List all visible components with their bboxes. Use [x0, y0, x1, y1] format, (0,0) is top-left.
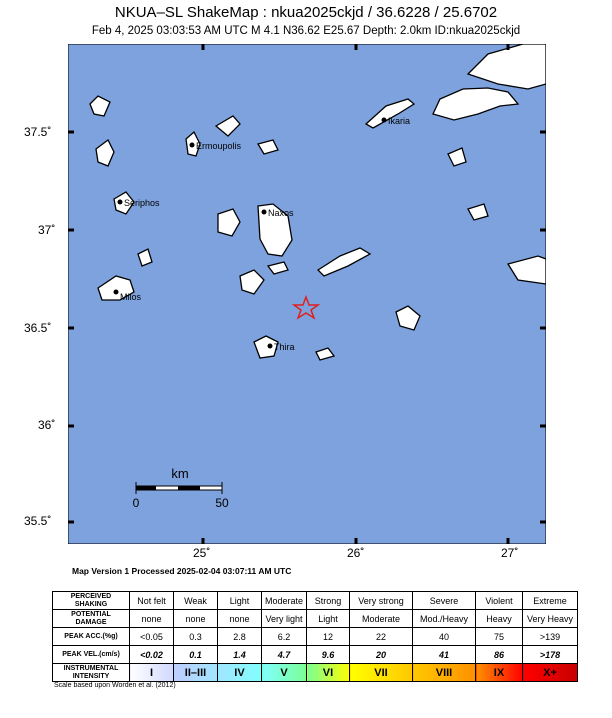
legend-cell: Heavy [476, 610, 523, 628]
legend-cell: 6.2 [262, 628, 307, 646]
legend-cell: Very strong [350, 592, 413, 610]
scale-credit: Scale based upon Worden et al. (2012) [54, 682, 176, 689]
legend-row-header: INSTRUMENTAL INTENSITY [53, 664, 130, 682]
legend-cell: <0.05 [130, 628, 174, 646]
legend-cell: 12 [307, 628, 350, 646]
intensity-cell: X+ [523, 664, 578, 682]
legend-cell: none [130, 610, 174, 628]
legend-cell: Very Heavy [523, 610, 578, 628]
scale-end: 50 [215, 496, 229, 510]
legend-cell: none [174, 610, 218, 628]
legend-cell: Light [218, 592, 262, 610]
intensity-cell: VIII [413, 664, 476, 682]
legend-cell: Weak [174, 592, 218, 610]
legend-row-intensity [53, 664, 578, 682]
legend-cell: 22 [350, 628, 413, 646]
legend-cell: 2.8 [218, 628, 262, 646]
milos-dot [114, 290, 119, 295]
legend-cell: Moderate [262, 592, 307, 610]
legend-row-header: PERCEIVED SHAKING [53, 592, 130, 610]
legend-cell: 86 [476, 646, 523, 664]
legend-cell: 41 [413, 646, 476, 664]
legend-cell: 75 [476, 628, 523, 646]
legend-cell: Not felt [130, 592, 174, 610]
lon-label: 27˚ [501, 546, 519, 560]
place-ermoupolis: Ermoupolis [196, 141, 242, 151]
legend-cell: Extreme [523, 592, 578, 610]
legend-cell: 0.3 [174, 628, 218, 646]
intensity-cell: VII [350, 664, 413, 682]
intensity-cell: II–III [174, 664, 218, 682]
legend-cell: Violent [476, 592, 523, 610]
legend-cell: Light [307, 610, 350, 628]
legend-row-damage [53, 610, 578, 628]
intensity-cell: V [262, 664, 307, 682]
naxos-dot [262, 210, 267, 215]
shakemap[interactable] [68, 44, 546, 544]
map-title: NKUA–SL ShakeMap : nkua2025ckjd / 36.6228 / 25.6702 [114, 4, 498, 21]
legend-row-header: POTENTIAL DAMAGE [53, 610, 130, 628]
legend-cell: Mod./Heavy [413, 610, 476, 628]
legend-cell: Very light [262, 610, 307, 628]
legend-cell: <0.02 [130, 646, 174, 664]
scale-start: 0 [132, 496, 140, 510]
place-milos: Milos [120, 292, 142, 302]
legend-row-header: PEAK ACC.(%g) [53, 628, 130, 646]
place-naxos: Naxos [268, 208, 294, 218]
map-version: Map Version 1 Processed 2025-02-04 03:07:11 AM UTC [72, 566, 292, 576]
intensity-cell: IX [476, 664, 523, 682]
legend-cell: 40 [413, 628, 476, 646]
lat-label: 35.5˚ [24, 514, 52, 528]
lat-label: 37.5˚ [24, 125, 52, 139]
legend-cell: 1.4 [218, 646, 262, 664]
legend-cell: 0.1 [174, 646, 218, 664]
event-info: Feb 4, 2025 03:03:53 AM UTC M 4.1 N36.62 E25.67 Depth: 2.0km ID:nkua2025ckjd [91, 25, 521, 37]
lon-label: 25˚ [193, 546, 211, 560]
legend-row-shaking [53, 592, 578, 610]
intensity-legend [52, 591, 578, 682]
legend-cell: 4.7 [262, 646, 307, 664]
lat-label: 36.5˚ [24, 321, 52, 335]
ermoupolis-dot [190, 143, 195, 148]
lat-label: 36˚ [38, 418, 56, 432]
legend-row-acc [53, 628, 578, 646]
legend-row-header: PEAK VEL.(cm/s) [53, 646, 130, 664]
legend-cell: none [218, 610, 262, 628]
lat-label: 37˚ [38, 223, 56, 237]
legend-cell: >139 [523, 628, 578, 646]
place-seriphos: Seriphos [124, 198, 160, 208]
ikaria-dot [382, 118, 387, 123]
legend-cell: Moderate [350, 610, 413, 628]
intensity-cell: VI [307, 664, 350, 682]
legend-cell: Strong [307, 592, 350, 610]
place-ikaria: Ikaria [388, 116, 411, 126]
legend-cell: >178 [523, 646, 578, 664]
seriphos-dot [118, 200, 123, 205]
intensity-cell: I [130, 664, 174, 682]
intensity-cell: IV [218, 664, 262, 682]
legend-cell: Severe [413, 592, 476, 610]
legend-row-vel [53, 646, 578, 664]
legend-cell: 20 [350, 646, 413, 664]
lon-label: 26˚ [347, 546, 365, 560]
scale-unit: km [171, 466, 189, 481]
place-thira: Thira [274, 342, 295, 352]
map-canvas[interactable] [68, 44, 546, 544]
legend-cell: 9.6 [307, 646, 350, 664]
thira-dot [268, 344, 273, 349]
